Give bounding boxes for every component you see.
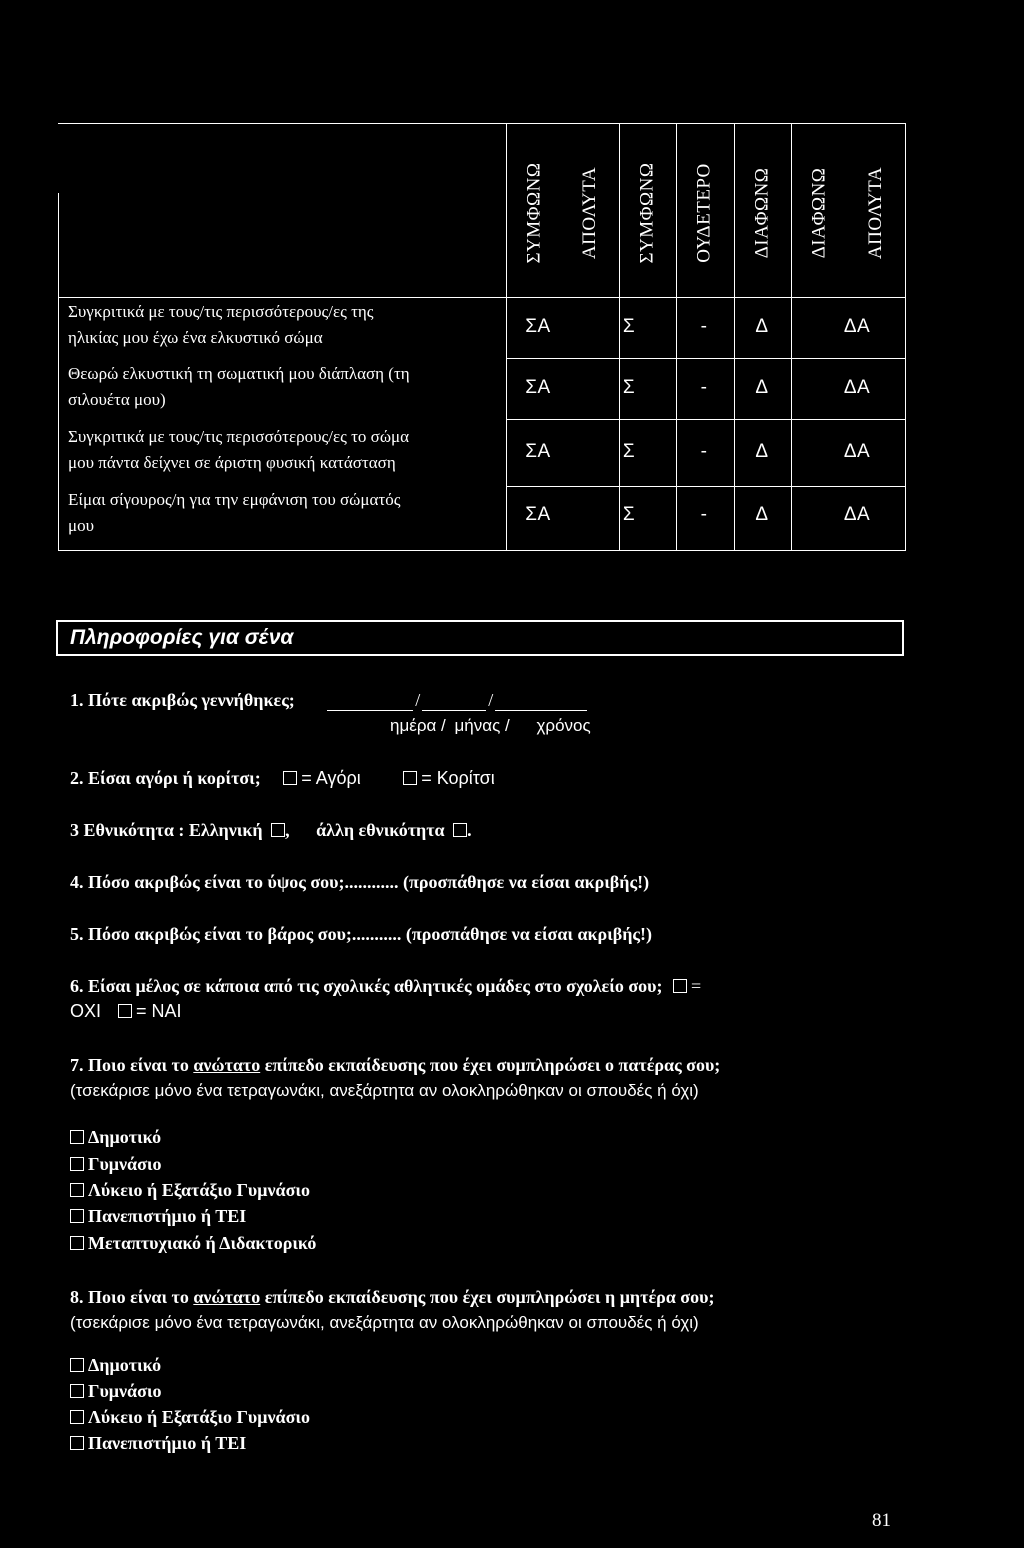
q8-option-3[interactable]	[70, 1407, 310, 1428]
table-header-divider	[58, 297, 906, 298]
statement-line: σιλουέτα μου)	[68, 390, 166, 409]
option-label: Μεταπτυχιακό ή Διδακτορικό	[88, 1233, 317, 1253]
statement-line: Θεωρώ ελκυστική τη σωματική μου διάπλαση (τη	[68, 364, 410, 383]
response-s[interactable]: Σ	[622, 441, 636, 462]
response-s[interactable]: Σ	[622, 316, 636, 337]
question-1	[70, 690, 587, 711]
header-disagree-strongly-2: ΑΠΟΛΥΤΑ	[865, 166, 887, 260]
response-s[interactable]: Σ	[622, 377, 636, 398]
statement-line: μου πάντα δείχνει σε άριστη φυσική κατάσταση	[68, 453, 396, 472]
header-agree-strongly-1: ΣΥΜΦΩΝΩ	[523, 162, 545, 264]
row-divider	[506, 419, 906, 420]
header-neutral: ΟΥΔΕΤΕΡΟ	[693, 163, 715, 263]
section-title: Πληροφορίες για σένα	[70, 626, 294, 649]
option-label: Γυμνάσιο	[88, 1154, 162, 1174]
sublabel-month: μήνας /	[454, 716, 510, 735]
day-input[interactable]	[327, 692, 413, 711]
option-label: Δημοτικό	[88, 1127, 162, 1147]
date-separator: /	[488, 690, 494, 710]
question-8	[70, 1287, 714, 1308]
option-yes-label: = ΝΑΙ	[136, 1001, 182, 1021]
table-left-border	[58, 193, 59, 551]
statement-2	[68, 361, 498, 413]
response-sa[interactable]: ΣΑ	[525, 504, 551, 525]
response-da[interactable]: ΔΑ	[843, 316, 871, 337]
question-6	[70, 976, 701, 997]
response-s[interactable]: Σ	[622, 504, 636, 525]
checkbox[interactable]	[70, 1130, 84, 1144]
response-neutral[interactable]: -	[700, 377, 708, 398]
question-7-post: επίπεδο εκπαίδευσης που έχει συμπληρώσει ο πατέρας σου;	[260, 1055, 721, 1075]
question-8-emphasis: ανώτατο	[193, 1287, 261, 1307]
response-da[interactable]: ΔΑ	[843, 377, 871, 398]
response-sa[interactable]: ΣΑ	[525, 377, 551, 398]
statement-line: μου	[68, 516, 95, 535]
page-number: 81	[872, 1510, 891, 1531]
option-label: Πανεπιστήμιο ή ΤΕΙ	[88, 1433, 247, 1453]
response-d[interactable]: Δ	[755, 377, 769, 398]
response-da[interactable]: ΔΑ	[843, 504, 871, 525]
comma: ,	[285, 820, 290, 840]
response-neutral[interactable]: -	[700, 441, 708, 462]
table-right-border	[905, 123, 906, 551]
q8-option-4[interactable]	[70, 1433, 246, 1454]
response-neutral[interactable]: -	[700, 316, 708, 337]
row-divider	[506, 486, 906, 487]
checkbox[interactable]	[70, 1209, 84, 1223]
checkbox-no[interactable]	[673, 979, 687, 993]
option-label: Λύκειο ή Εξατάξιο Γυμνάσιο	[88, 1407, 310, 1427]
option-label: Δημοτικό	[88, 1355, 162, 1375]
date-sublabels	[390, 716, 591, 736]
table-top-border	[58, 123, 906, 124]
header-agree-strongly-2: ΑΠΟΛΥΤΑ	[579, 166, 601, 260]
statement-line: Συγκριτικά με τους/τις περισσότερους/ες της	[68, 302, 374, 321]
statement-line: Είμαι σίγουρος/η για την εμφάνιση του σώματός	[68, 490, 401, 509]
checkbox[interactable]	[70, 1157, 84, 1171]
year-input[interactable]	[495, 692, 587, 711]
option-label: Πανεπιστήμιο ή ΤΕΙ	[88, 1206, 247, 1226]
q7-option-5[interactable]	[70, 1233, 316, 1254]
header-agree: ΣΥΜΦΩΝΩ	[636, 162, 658, 264]
section-header-box	[56, 620, 904, 656]
checkbox[interactable]	[70, 1358, 84, 1372]
row-divider	[506, 358, 906, 359]
question-4[interactable]: 4. Πόσο ακριβώς είναι το ύψος σου;............ (προσπάθησε να είσαι ακριβής!)	[70, 872, 650, 892]
question-8-pre: 8. Ποιο είναι το	[70, 1287, 194, 1307]
sublabel-day: ημέρα /	[390, 716, 446, 735]
date-separator: /	[415, 690, 421, 710]
sublabel-year: χρόνος	[536, 716, 591, 735]
response-d[interactable]: Δ	[755, 504, 769, 525]
checkbox[interactable]	[70, 1183, 84, 1197]
header-disagree-strongly-1: ΔΙΑΦΩΝΩ	[808, 167, 830, 259]
checkbox[interactable]	[70, 1384, 84, 1398]
question-1-label: 1. Πότε ακριβώς γεννήθηκες;	[70, 690, 295, 710]
question-7-pre: 7. Ποιο είναι το	[70, 1055, 194, 1075]
header-disagree: ΔΙΑΦΩΝΩ	[751, 167, 773, 259]
equals-sign: =	[690, 976, 702, 996]
option-label: Γυμνάσιο	[88, 1381, 162, 1401]
q8-option-2[interactable]	[70, 1381, 161, 1402]
statement-line: Συγκριτικά με τους/τις περισσότερους/ες το σώμα	[68, 427, 410, 446]
question-6-options	[70, 1001, 182, 1022]
checkbox[interactable]	[70, 1436, 84, 1450]
question-7-note: (τσεκάρισε μόνο ένα τετραγωνάκι, ανεξάρτητα αν ολοκληρώθηκαν οι σπουδές ή όχι)	[70, 1081, 699, 1100]
response-neutral[interactable]: -	[700, 504, 708, 525]
statement-3	[68, 424, 498, 476]
question-5[interactable]: 5. Πόσο ακριβώς είναι το βάρος σου;........... (προσπάθησε να είσαι ακριβής!)	[70, 924, 653, 944]
dot: .	[467, 820, 472, 840]
month-input[interactable]	[422, 692, 486, 711]
other-nationality-label: άλλη εθνικότητα	[316, 820, 445, 840]
option-girl-label: = Κορίτσι	[421, 768, 495, 788]
q7-option-2[interactable]	[70, 1154, 161, 1175]
statement-line: ηλικίας μου έχω ένα ελκυστικό σώμα	[68, 328, 323, 347]
response-d[interactable]: Δ	[755, 316, 769, 337]
table-bottom-border	[58, 550, 906, 551]
checkbox-other-nationality[interactable]	[453, 823, 467, 837]
question-7	[70, 1055, 720, 1076]
question-2	[70, 768, 495, 789]
statement-1	[68, 299, 498, 351]
q7-option-3[interactable]	[70, 1180, 310, 1201]
checkbox-boy[interactable]	[283, 771, 297, 785]
response-da[interactable]: ΔΑ	[843, 441, 871, 462]
checkbox-yes[interactable]	[118, 1004, 132, 1018]
response-sa[interactable]: ΣΑ	[525, 441, 551, 462]
question-2-label: 2. Είσαι αγόρι ή κορίτσι;	[70, 768, 261, 788]
question-3-label: 3 Εθνικότητα : Ελληνική	[70, 820, 263, 840]
response-sa[interactable]: ΣΑ	[525, 316, 551, 337]
question-6-label: 6. Είσαι μέλος σε κάποια από τις σχολικές αθλητικές ομάδες στο σχολείο σου;	[70, 976, 663, 996]
checkbox[interactable]	[70, 1410, 84, 1424]
question-7-emphasis: ανώτατο	[193, 1055, 261, 1075]
q7-option-1[interactable]	[70, 1127, 161, 1148]
likert-table	[58, 123, 906, 551]
question-8-post: επίπεδο εκπαίδευσης που έχει συμπληρώσει η μητέρα σου;	[260, 1287, 715, 1307]
q8-option-1[interactable]	[70, 1355, 161, 1376]
checkbox-girl[interactable]	[403, 771, 417, 785]
q7-option-4[interactable]	[70, 1206, 246, 1227]
option-boy-label: = Αγόρι	[301, 768, 361, 788]
response-d[interactable]: Δ	[755, 441, 769, 462]
option-no-label: ΟΧΙ	[70, 1001, 102, 1021]
question-8-note: (τσεκάρισε μόνο ένα τετραγωνάκι, ανεξάρτητα αν ολοκληρώθηκαν οι σπουδές ή όχι)	[70, 1313, 699, 1332]
option-label: Λύκειο ή Εξατάξιο Γυμνάσιο	[88, 1180, 310, 1200]
question-3	[70, 820, 472, 841]
checkbox[interactable]	[70, 1236, 84, 1250]
checkbox-greek[interactable]	[271, 823, 285, 837]
statement-4	[68, 487, 498, 539]
